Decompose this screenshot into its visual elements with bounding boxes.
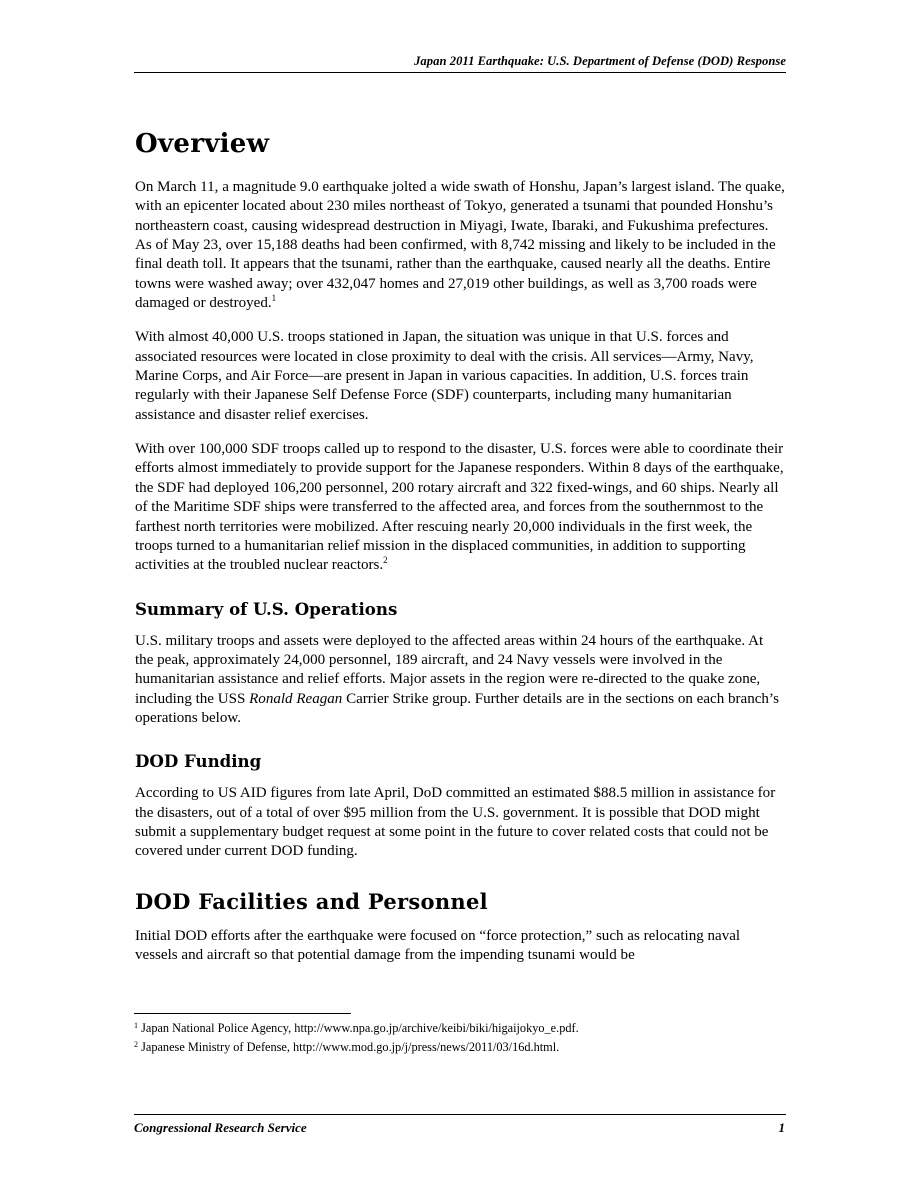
footnote-number: 2 [134, 1040, 138, 1049]
footnote-ref-2[interactable]: 2 [383, 555, 388, 566]
overview-paragraph-1-text: On March 11, a magnitude 9.0 earthquake jolted a wide swath of Honshu, Japan’s largest island. The quake, with an epicenter located about 230 miles northeast of Tokyo, generated a tsunami that pounded Honshu’s northeastern coast, causing widespread destruction in Miyagi, Iwate, Ibaraki, and Fukushima prefectures. As of May 23, over 15,188 deaths had been confirmed, with 8,742 missing and likely to be included in the final death toll. It appears that the tsunami, rather than the earthquake, caused nearly all the deaths. Entire towns were washed away; over 432,047 homes and 27,019 other buildings, as well as 3,700 roads were damaged or destroyed. [135, 179, 785, 312]
footer-divider [134, 1114, 786, 1115]
footer-publisher: Congressional Research Service [134, 1120, 307, 1135]
overview-paragraph-2: With almost 40,000 U.S. troops stationed in Japan, the situation was unique in that U.S. forces and associated resources were located in close proximity to deal with the crisis. All services—Army, Navy, Marine Corps, and Air Force—are present in Japan in various capacities. In addition, U.S. forces train regularly with their Japanese Self Defense Force (SDF) counterparts, including many humanitarian assistance and disaster relief exercises. [135, 329, 754, 423]
header-divider [134, 72, 786, 73]
summary-text-start: U.S. military troops and assets were deployed to the affected areas within 24 hours of the earthquake. At the peak, approximately 24,000 personnel, 189 aircraft, and 24 Navy vessels were involved in the humanitarian assistance and relief efforts. Major assets in the region were re-directed to the quake zone, including the USS [135, 632, 764, 707]
overview-paragraph-3 [135, 440, 785, 575]
footnote-text[interactable]: Japan National Police Agency, http://www.npa.go.jp/archive/keibi/biki/higaijokyo_e.pdf. [141, 1021, 579, 1035]
footnote-text[interactable]: Japanese Ministry of Defense, http://www.mod.go.jp/j/press/news/2011/03/16d.html. [141, 1040, 560, 1054]
overview-paragraph-1 [135, 178, 785, 313]
footnote-1 [134, 1021, 784, 1035]
summary-text-end: Carrier Strike group. Further details are in the sections on each branch’s operations below. [135, 690, 779, 726]
footnote-number: 1 [134, 1021, 138, 1030]
facilities-paragraph: Initial DOD efforts after the earthquake were focused on “force protection,” such as relocating naval vessels and aircraft so that potential damage from the impending tsunami would be [135, 927, 741, 963]
footnote-ref-1[interactable]: 1 [271, 293, 277, 304]
footnotes [134, 1021, 784, 1059]
funding-heading: DOD Funding [135, 751, 262, 772]
main-content [135, 118, 785, 980]
running-header: Japan 2011 Earthquake: U.S. Department of Defense (DOD) Response [414, 54, 786, 68]
summary-paragraph [135, 632, 785, 729]
summary-heading: Summary of U.S. Operations [135, 598, 398, 619]
ship-name: Ronald Reagan [249, 690, 343, 707]
page-number: 1 [778, 1120, 785, 1135]
footnote-2 [134, 1040, 784, 1054]
overview-paragraph-3-text: With over 100,000 SDF troops called up to respond to the disaster, U.S. forces were able to coordinate their efforts almost immediately to provide support for the Japanese responders. Within 8 days of the earthquake, the SDF had deployed 106,200 personnel, 200 rotary aircraft and 322 fixed-wings, and 60 ships. Nearly all of the Maritime SDF ships were transferred to the affected area, and forces from the southernmost to the farthest north territories were mobilized. After rescuing nearly 20,000 individuals in the first week, the troops turned to a humanitarian relief mission in the displaced communities, in addition to supporting activities at the troubled nuclear reactors. [135, 441, 784, 574]
overview-heading: Overview [135, 129, 270, 159]
facilities-heading: DOD Facilities and Personnel [135, 888, 488, 914]
funding-paragraph: According to US AID figures from late April, DoD committed an estimated $88.5 million in assistance for the disasters, out of a total of over $95 million from the U.S. government. It is possible that DOD might submit a supplementary budget request at some point in the future to cover related costs that could not be covered under current DOD funding. [135, 785, 776, 860]
footnote-divider [134, 1013, 351, 1014]
